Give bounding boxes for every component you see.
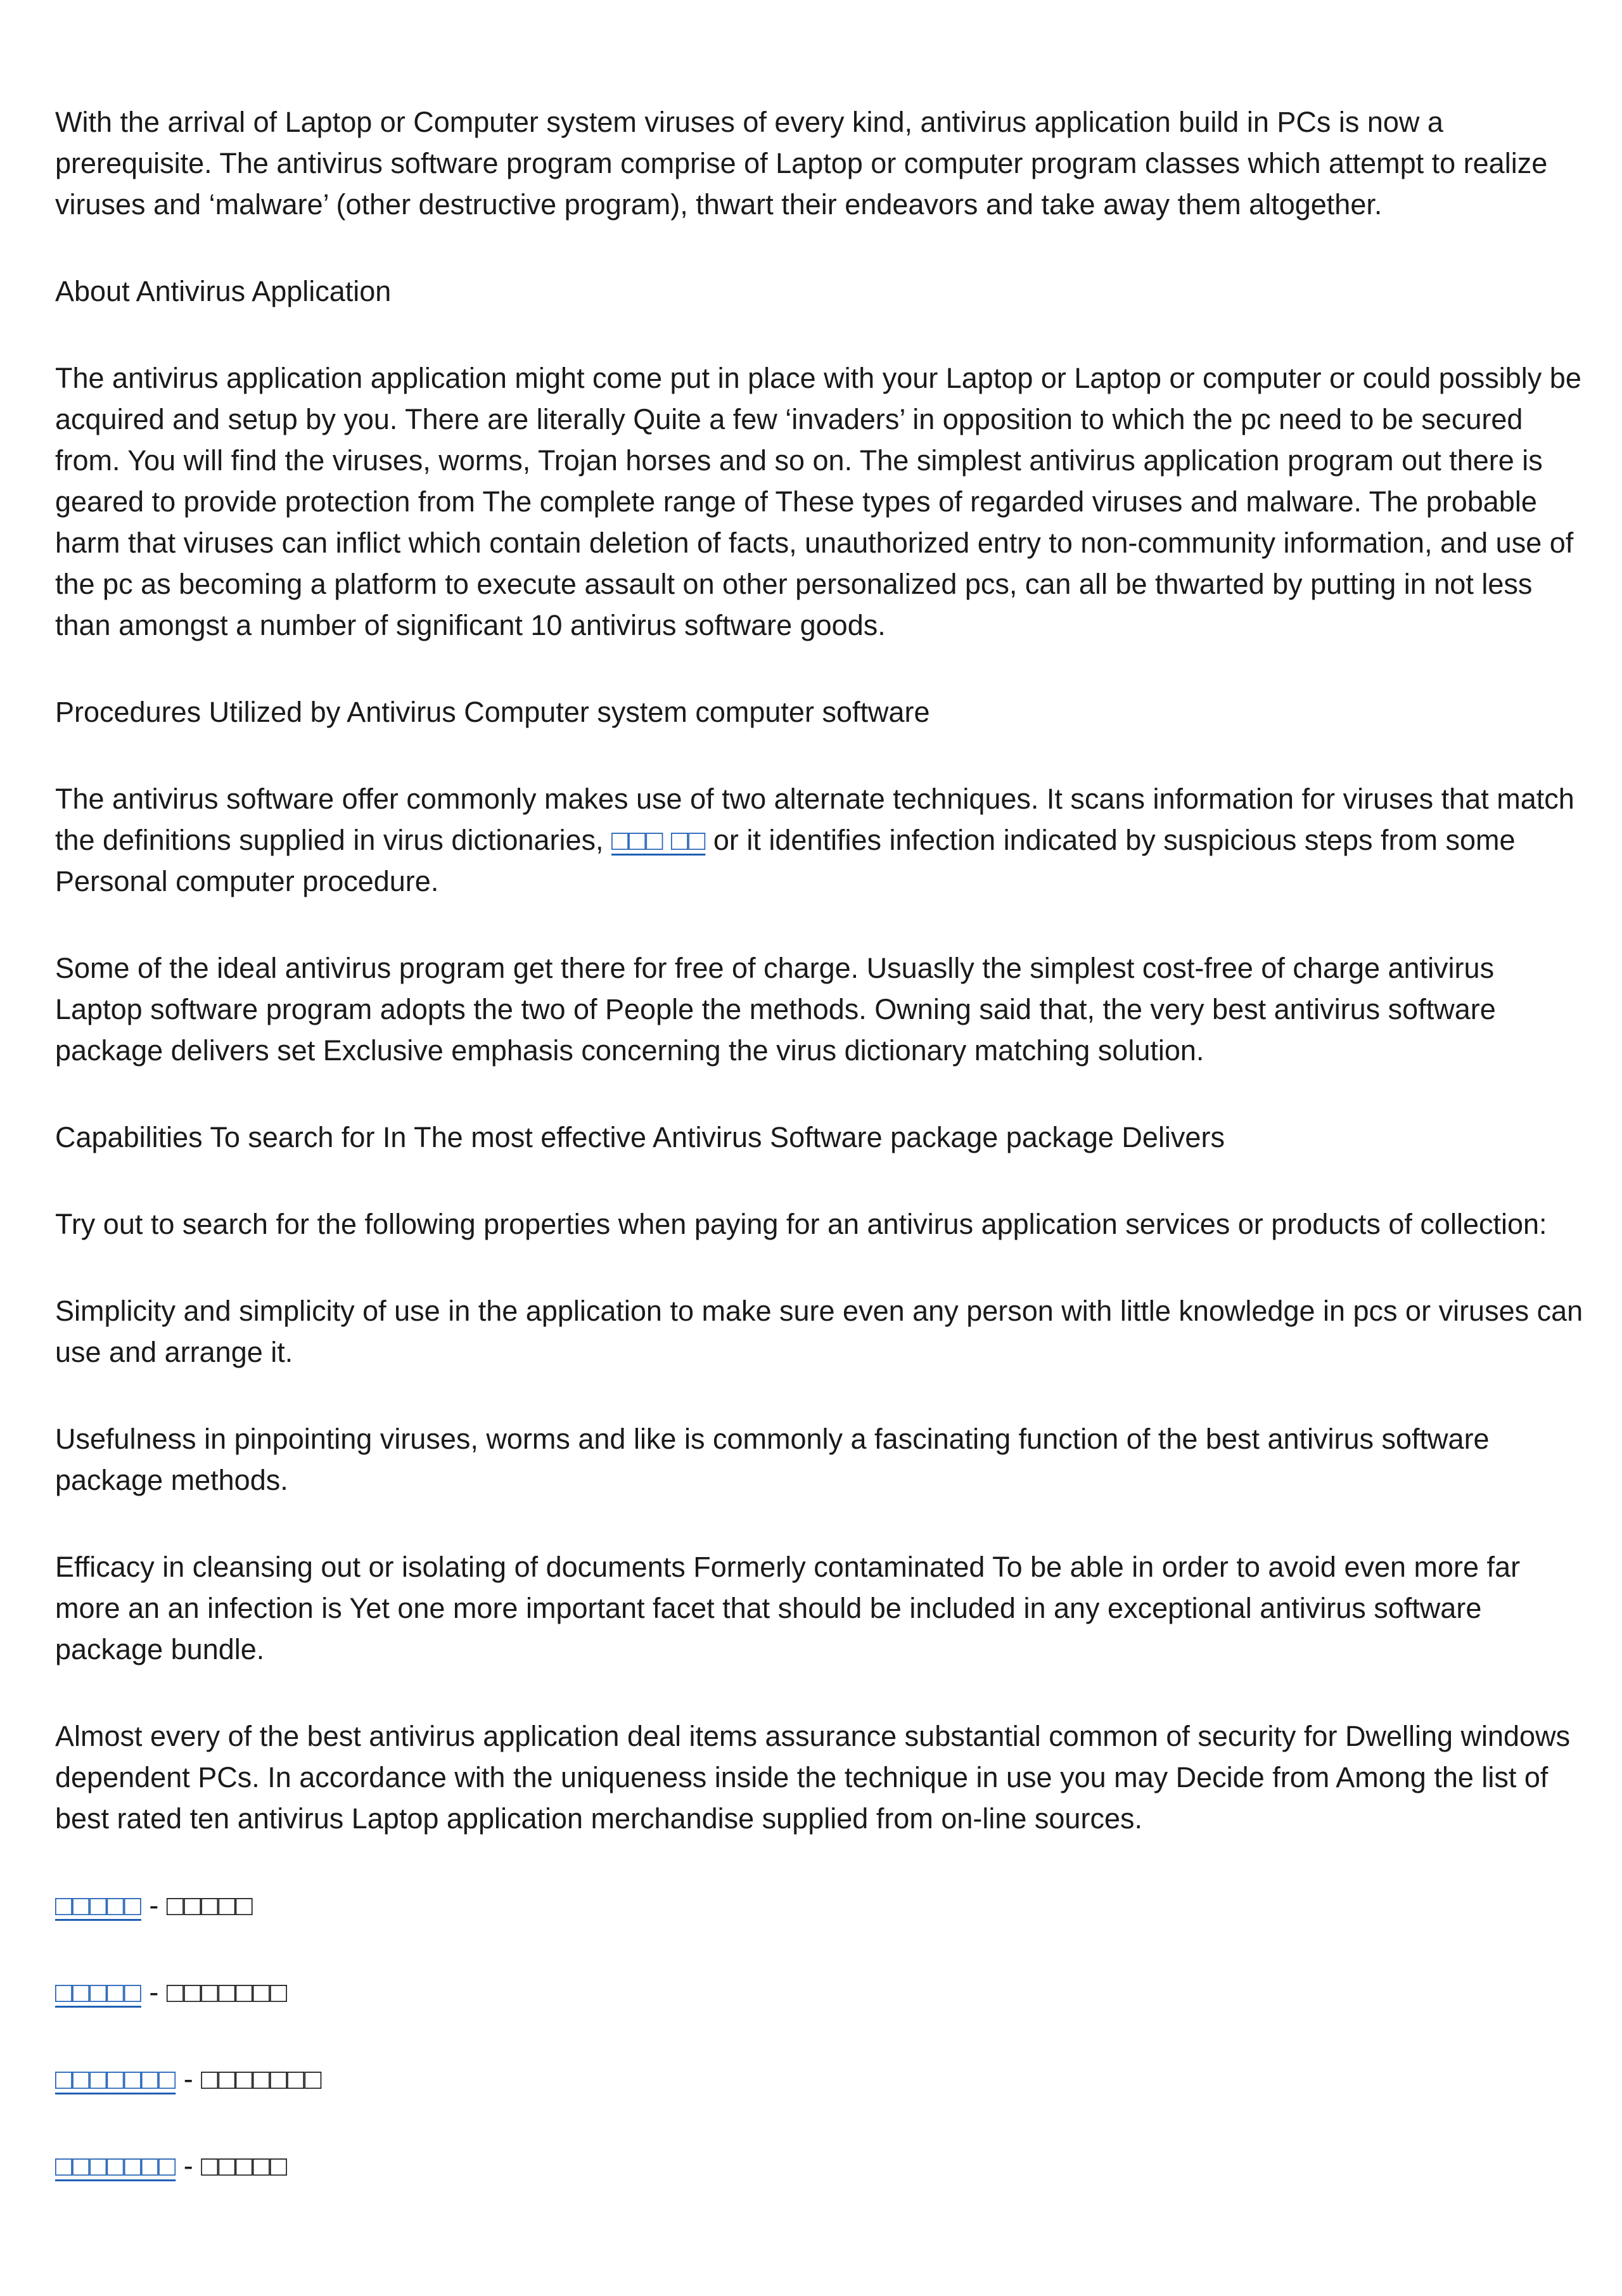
properties-paragraph: Try out to search for the following properties when paying for an antivirus application services or products of collection: (55, 1208, 1547, 1240)
link-list-anchor[interactable]: □□□□□ (55, 1976, 141, 2008)
link-list-text: □□□□□ (166, 1889, 253, 1921)
link-separator: - (141, 1889, 167, 1921)
link-list-anchor[interactable]: □□□□□□□ (55, 2063, 176, 2095)
link-list-text: □□□□□□□ (201, 2063, 322, 2095)
link-list-anchor[interactable]: □□□□□□□ (55, 2150, 176, 2182)
link-list-item (55, 1972, 1588, 2013)
section-heading-capabilities: Capabilities To search for In The most effective Antivirus Software package package Delivers (55, 1121, 1225, 1153)
link-separator: - (176, 2150, 201, 2182)
section-heading-procedures: Procedures Utilized by Antivirus Computer system computer software (55, 696, 930, 728)
link-list-text: □□□□□ (201, 2150, 288, 2182)
simplicity-paragraph: Simplicity and simplicity of use in the application to make sure even any person with little knowledge in pcs or viruses can use and arrange it. (55, 1295, 1583, 1368)
procedures-text-after: or it identifies infection indicated by suspicious steps from some Personal computer procedure. (55, 824, 1516, 897)
link-list-item (55, 1885, 1588, 1926)
efficacy-paragraph: Efficacy in cleansing out or isolating of documents Formerly contaminated To be able in order to avoid even more far more an an infection is Yet one more important facet that should be included in any exceptional antivirus software package bundle. (55, 1551, 1521, 1665)
procedures-text-before: The antivirus software offer commonly makes use of two alternate techniques. It scans information for viruses that match the definitions supplied in virus dictionaries, (55, 783, 1574, 856)
link-separator: - (176, 2063, 201, 2095)
article-body (55, 101, 1588, 2232)
procedures-paragraph (55, 778, 1588, 902)
usefulness-paragraph: Usefulness in pinpointing viruses, worms and like is commonly a fascinating function of the best antivirus software package methods. (55, 1423, 1490, 1496)
about-antivirus-paragraph: The antivirus application application might come put in place with your Laptop or Laptop or computer or could possibly be acquired and setup by you. There are literally Quite a few ‘invaders’ in opposition to which the pc need to be secured from. You will find the viruses, worms, Trojan horses and so on. The simplest antivirus application program out there is geared to provide protection from The complete range of These types of regarded viruses and malware. The probable harm that viruses can inflict which contain deletion of facts, unauthorized entry to non-community information, and use of the pc as becoming a platform to execute assault on other personalized pcs, can all be thwarted by putting in not less than amongst a number of significant 10 antivirus software goods. (55, 362, 1581, 641)
link-list-anchor[interactable]: □□□□□ (55, 1889, 141, 1921)
link-separator: - (141, 1976, 167, 2008)
security-paragraph: Almost every of the best antivirus application deal items assurance substantial common of security for Dwelling windows dependent PCs. In accordance with the uniqueness inside the technique in use you may Decide from Among the list of best rated ten antivirus Laptop application merchandise supplied from on-line sources. (55, 1720, 1571, 1835)
link-list-text: □□□□□□□ (166, 1976, 288, 2008)
intro-paragraph: With the arrival of Laptop or Computer system viruses of every kind, antivirus application build in PCs is now a prerequisite. The antivirus software program comprise of Laptop or computer program classes which attempt to realize viruses and ‘malware’ (other destructive program), thwart their endeavors and take away them altogether. (55, 106, 1548, 221)
inline-link[interactable]: □□□ □□ (611, 824, 706, 856)
free-antivirus-paragraph: Some of the ideal antivirus program get there for free of charge. Usuaslly the simplest cost-free of charge antivirus Laptop software program adopts the two of People the methods. Owning said that, the very best antivirus software package delivers set Exclusive emphasis concerning the virus dictionary matching solution. (55, 952, 1496, 1067)
link-list-item (55, 2058, 1588, 2100)
section-heading-about-antivirus: About Antivirus Application (55, 275, 392, 307)
link-list-item (55, 2145, 1588, 2186)
